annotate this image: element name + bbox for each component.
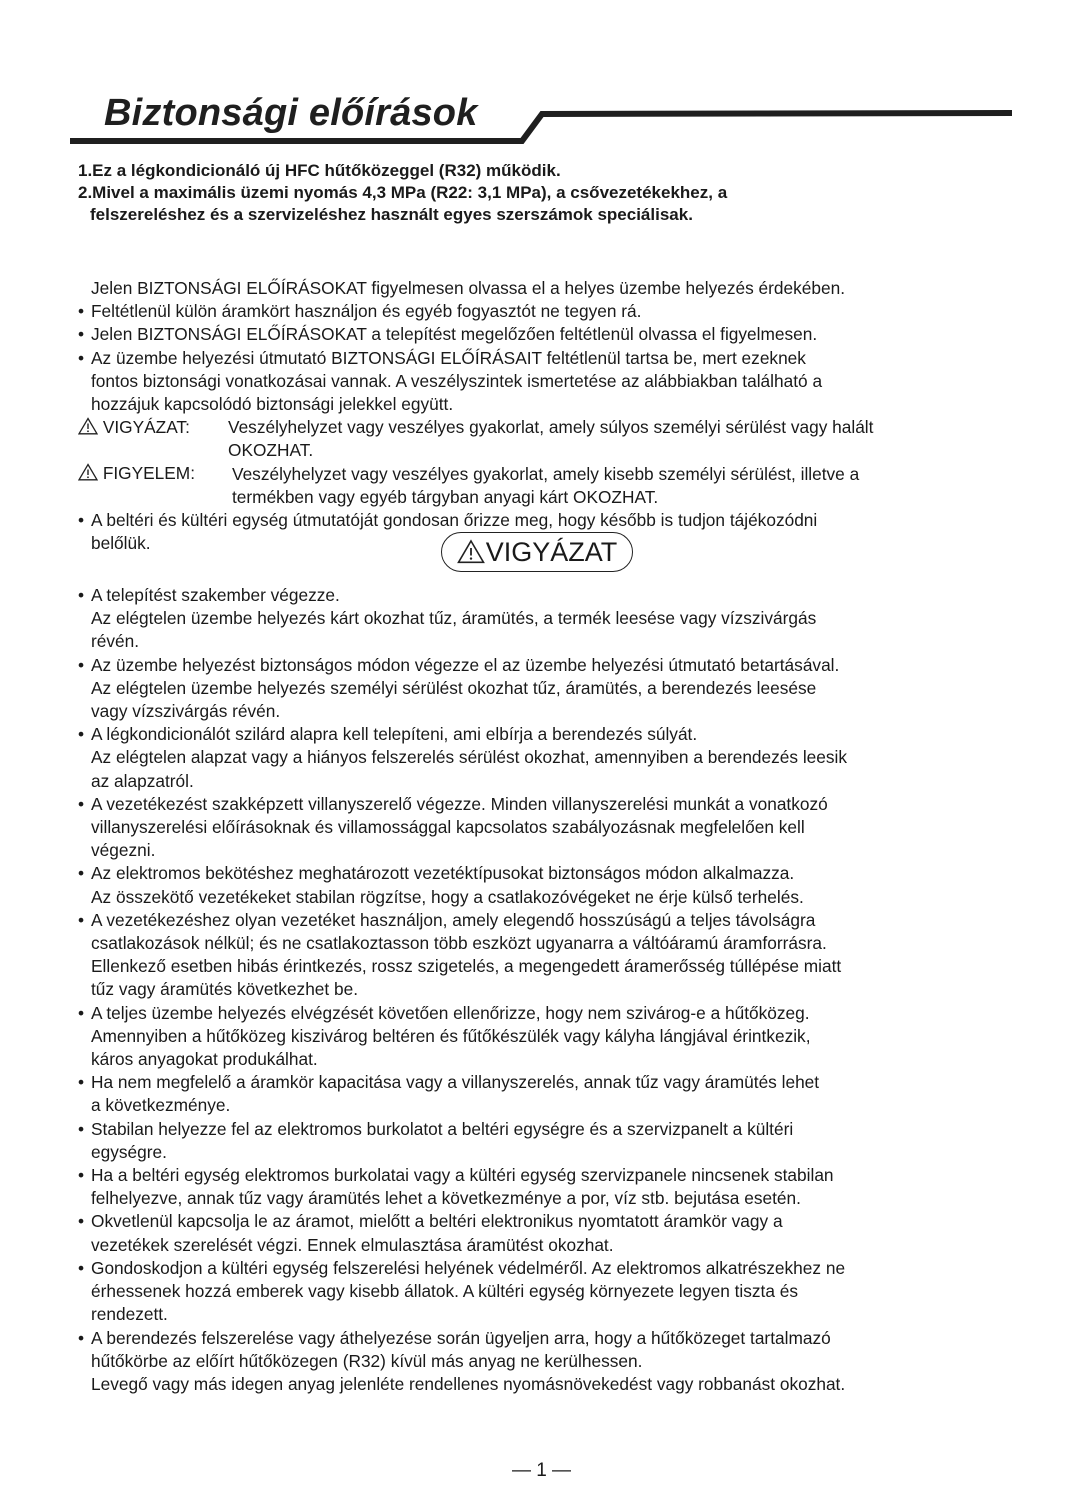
list-item: • Ha a beltéri egység elektromos burkolatai vagy a kültéri egység szervizpanele nincsenek stabilan felhelyezve, annak tűz vagy áramütés lehet a következménye a por, víz stb. bejutása esetén.	[78, 1165, 834, 1209]
warning-badge	[441, 532, 633, 572]
intro-note-1: 1.Ez a légkondicionáló új HFC hűtőközeggel (R32) működik.	[78, 161, 561, 180]
list-item: • A teljes üzembe helyezés elvégzését követően ellenőrizze, hogy nem szivárog-e a hűtőközeg. Amennyiben a hűtőközeg kiszivárog beltéren és fűtőkészülék vagy kályha lángjával érintkezik, káros anyagokat produkálhat.	[78, 1002, 811, 1070]
list-item: • Az elektromos bekötéshez meghatározott vezetéktípusokat biztonságos módon alkalmazza. Az összekötő vezetékeket stabilan rögzítse, hogy a csatlakozóvégeket ne érje külső terhelés.	[78, 863, 804, 907]
intro-note-2-cont: felszereléshez és a szervizeléshez használt egyes szerszámok speciálisak.	[90, 205, 693, 224]
list-item: • A berendezés felszerelése vagy áthelyezése során ügyeljen arra, hogy a hűtőközeget tartalmazó hűtőkörbe az előírt hűtőközegen (R32) kívül más anyag ne kerülhessen. Levegő vagy más idegen anyag jelenléte rendellenes nyomásnövekedést vagy robbanást okozhat.	[78, 1327, 846, 1394]
page-number: — 1 —	[511, 1460, 572, 1481]
safety-intro-section	[78, 277, 1028, 556]
caution-text: Veszélyhelyzet vagy veszélyes gyakorlat, amely kisebb személyi sérülést, illetve a	[232, 464, 860, 485]
list-item: • A vezetékezést szakképzett villanyszerelő végezze. Minden villanyszerelési munkát a vonatkozó villanyszerelési előírásoknak és villamossággal kapcsolatos szabályozásnak megfelelően kell végezni.	[78, 793, 828, 861]
list-item: • Jelen BIZTONSÁGI ELŐÍRÁSOKAT a telepítést megelőzően feltétlenül olvassa el figyelmesen.	[78, 324, 818, 345]
page-title: Biztonsági előírások	[104, 92, 478, 134]
caution-triangle-icon	[78, 463, 98, 481]
list-item: • A telepítést szakember végezze. Az elégtelen üzembe helyezés kárt okozhat tűz, áramütés, a termék leesése vagy vízszivárgás révén.	[78, 585, 817, 652]
warning-list	[78, 584, 1028, 1396]
warning-text-cont: OKOZHAT.	[228, 440, 314, 461]
list-item: • Az üzembe helyezést biztonságos módon végezze el az üzembe helyezési útmutató betartásával. Az elégtelen üzembe helyezés személyi sérülést okozhat tűz, áramütés, a berendezés leesése vagy vízszivárgás révén.	[78, 654, 840, 722]
warning-text: Veszélyhelyzet vagy veszélyes gyakorlat, amely súlyos személyi sérülést vagy halált	[228, 417, 874, 438]
warning-triangle-icon	[457, 539, 485, 564]
title-underline	[0, 0, 1083, 160]
caution-label: FIGYELEM:	[102, 463, 195, 484]
warning-triangle-icon	[78, 417, 98, 435]
badge-label: VIGYÁZAT	[485, 537, 618, 567]
list-item: • Feltétlenül külön áramkört használjon és egyéb fogyasztót ne tegyen rá.	[78, 301, 642, 322]
intro-note-2: 2.Mivel a maximális üzemi nyomás 4,3 MPa (R22: 3,1 MPa), a csővezetékekhez, a	[78, 183, 728, 202]
list-item: • A légkondicionálót szilárd alapra kell telepíteni, ami elbírja a berendezés súlyát. Az elégtelen alapzat vagy a hiányos felszerelés sérülést okozhat, amennyiben a berendezés leesik az alapzatról.	[78, 724, 848, 791]
warning-label: VIGYÁZAT:	[102, 417, 190, 438]
list-item: • Gondoskodjon a kültéri egység felszerelési helyének védelméről. Az elektromos alkatrészekhez ne érhessenek hozzá emberek vagy kisebb állatok. A kültéri egység környezete legyen tiszta és rendezett.	[78, 1257, 846, 1325]
list-item: • Az üzembe helyezési útmutató BIZTONSÁGI ELŐÍRÁSAIT feltétlenül tartsa be, mert ezeknek fontos biztonsági vonatkozásai vannak. A veszélyszintek ismertetése az alábbiakban található a hozzájuk kapcsolódó biztonsági jelekkel együtt.	[78, 347, 823, 415]
list-item: • A vezetékezéshez olyan vezetéket használjon, amely elegendő hosszúságú a teljes távolságra csatlakozások nélkül; és ne csatlakoztasson több eszközt ugyanarra a váltóáramú áramforrásra. Ellenkező esetben hibás érintkezés, rossz szigetelés, a megengedett áramerősség túllépése miatt tűz vagy áramütés következhet be.	[78, 909, 842, 1000]
lead-text: Jelen BIZTONSÁGI ELŐÍRÁSOKAT figyelmesen olvassa el a helyes üzembe helyezés érdekében.	[91, 278, 846, 298]
intro-notes	[78, 160, 1038, 226]
list-item: • Okvetlenül kapcsolja le az áramot, mielőtt a beltéri elektronikus nyomtatott áramkör vagy a vezetékek szerelését végzi. Ennek elmulasztása áramütést okozhat.	[78, 1211, 783, 1255]
warning-definition	[78, 416, 1028, 462]
list-item: • A beltéri és kültéri egység útmutatóját gondosan őrizze meg, hogy később is tudjon tájékozódni belőlük.	[78, 510, 818, 554]
caution-definition	[78, 462, 1028, 509]
list-item: • Stabilan helyezze fel az elektromos burkolatot a beltéri egységre és a szervizpanelt a kültéri egységre.	[78, 1118, 794, 1162]
caution-text-cont: termékben vagy egyéb tárgyban anyagi kárt OKOZHAT.	[232, 487, 659, 508]
list-item: • Ha nem megfelelő a áramkör kapacitása vagy a villanyszerelés, annak tűz vagy áramütés lehet a következménye.	[78, 1072, 820, 1116]
